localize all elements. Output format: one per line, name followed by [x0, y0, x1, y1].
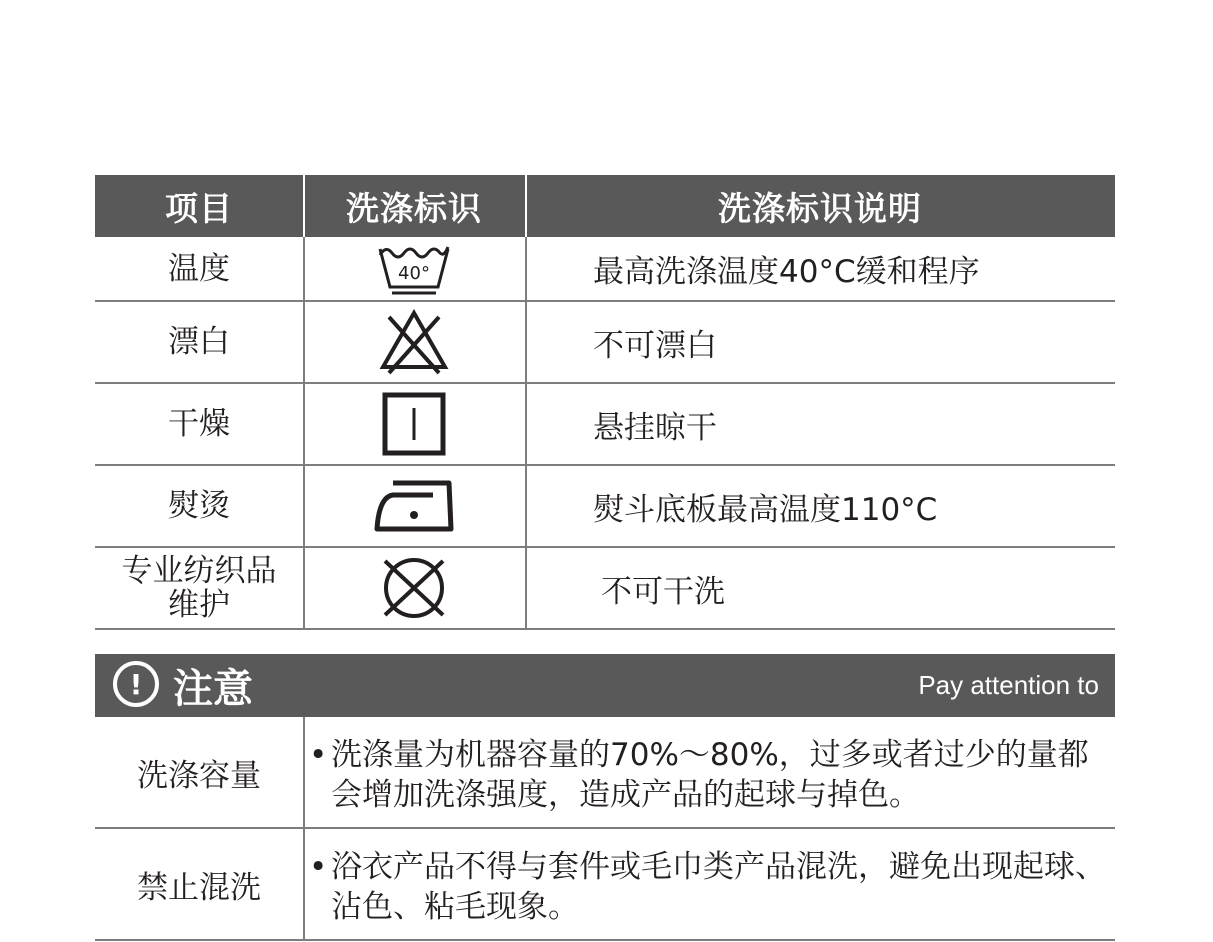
row-divider — [303, 237, 305, 300]
notice-divider — [303, 829, 305, 939]
header-item: 项目 — [165, 188, 233, 228]
row-item-line: 专业纺织品 — [121, 553, 277, 589]
wash-40-icon — [303, 237, 525, 300]
notice-label: 洗涤容量 — [137, 757, 261, 794]
notice-text-block — [309, 847, 1109, 927]
bullet: • — [309, 849, 328, 885]
row-item: 温度 — [168, 250, 230, 287]
notice-text-block — [309, 735, 1109, 815]
header-divider — [525, 175, 527, 237]
no-bleach-icon — [303, 302, 525, 382]
row-description: 悬挂晾干 — [593, 409, 717, 446]
row-divider — [303, 384, 305, 464]
row-item: 干燥 — [168, 406, 230, 442]
row-item: 熨烫 — [168, 488, 230, 524]
row-divider — [525, 548, 527, 628]
line-dry-icon — [303, 384, 525, 464]
table-row — [95, 466, 1115, 548]
iron-low-icon — [303, 466, 525, 546]
table-row — [95, 237, 1115, 302]
notice-text: 浴衣产品不得与套件或毛巾类产品混洗，避免出现起球、沾色、粘毛现象。 — [331, 849, 1106, 925]
notice-divider — [303, 717, 305, 827]
notice-title-group — [111, 654, 253, 717]
notice-subtitle: Pay attention to — [918, 670, 1099, 700]
row-description: 不可干洗 — [601, 573, 725, 610]
header-divider — [303, 175, 305, 237]
notice-text: 洗涤量为机器容量的70%～80%，过多或者过少的量都会增加洗涤强度，造成产品的起球与掉色。 — [331, 737, 1089, 813]
wash-temperature-label: 40° — [398, 262, 430, 284]
row-divider — [525, 302, 527, 382]
table-row — [95, 384, 1115, 466]
no-dry-clean-icon — [303, 548, 525, 628]
row-description: 最高洗涤温度40°C缓和程序 — [593, 254, 980, 290]
row-item — [95, 548, 303, 628]
table-row — [95, 302, 1115, 384]
header-symbol: 洗涤标识 — [346, 188, 482, 228]
row-divider — [303, 302, 305, 382]
row-divider — [525, 384, 527, 464]
notice-row — [95, 829, 1115, 941]
header-description: 洗涤标识说明 — [718, 188, 922, 228]
notice-title: 注意 — [173, 666, 253, 712]
table-row — [95, 548, 1115, 630]
row-item: 漂白 — [168, 324, 230, 360]
row-divider — [303, 548, 305, 628]
bullet: • — [309, 737, 328, 773]
notice-header — [95, 654, 1115, 717]
notice-label: 禁止混洗 — [137, 869, 261, 906]
row-divider — [525, 466, 527, 546]
row-item-line: 维护 — [168, 587, 230, 623]
row-description: 不可漂白 — [593, 327, 717, 364]
row-divider — [525, 237, 527, 300]
notice-row — [95, 717, 1115, 829]
row-description: 熨斗底板最高温度110°C — [593, 491, 938, 528]
table-header — [95, 175, 1115, 237]
row-divider — [303, 466, 305, 546]
exclamation-mark: ! — [129, 667, 143, 701]
exclamation-circle-icon — [111, 659, 161, 713]
